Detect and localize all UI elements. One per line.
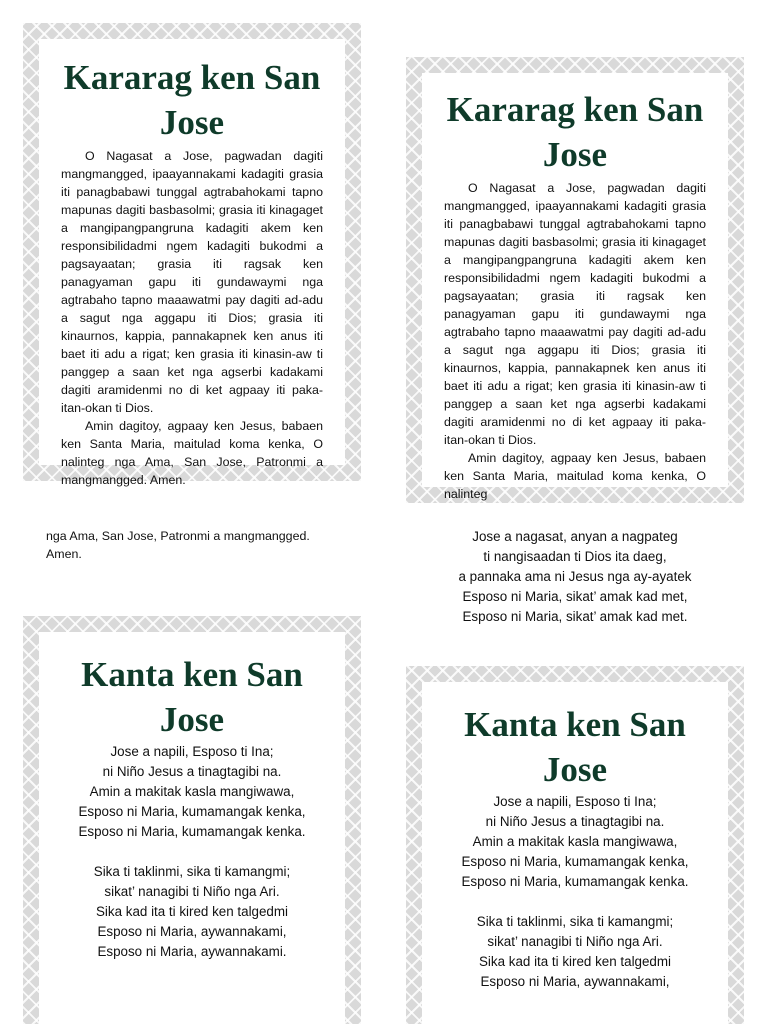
prayer-paragraph-2-partial: Amin dagitoy, agpaay ken Jesus, babaen ken Santa Maria, maitulad koma kenka, O nalinteg — [444, 451, 706, 501]
song-line: Esposo ni Maria, kumamangak kenka. — [78, 824, 306, 839]
prayer-paragraph-2: Amin dagitoy, agpaay ken Jesus, babaen ken Santa Maria, maitulad koma kenka, O nalinteg nga Ama, San Jose, Patronmi a mangmangged. Amen. — [61, 419, 323, 487]
song-line: Esposo ni Maria, aywannakami, — [480, 974, 670, 989]
prayer-card-right — [406, 57, 744, 503]
prayer-paragraph-1: O Nagasat a Jose, pagwadan dagiti mangmangged, ipaayannakami kadagiti grasia iti panagbabawi tunggal agtrabahokami tapno mapunas dagiti basbasolmi; grasia iti kinagaget a mangipangpangruna kadagiti akem ken responsibilidadmi ngem kadagiti bukodmi a pagsayaatan; grasia iti ragsak ken panagyaman gapu iti gundawaymi nga agtrabaho tapno maaawatmi pay dagiti ad-adu a sagut nga aggapu iti Dios; grasia iti kinaurnos, kappia, pannakapnek ken anus iti baet iti adu a rigat; ken grasia iti kinasin-aw ti panggep a saan ket nga agserbi kadakami dagiti aramidenmi no di ket agpaay iti paka-itan-okan ti Dios. — [444, 181, 706, 447]
song-title: Kanta ken San Jose — [81, 655, 303, 739]
prayer-card-left — [23, 23, 361, 487]
song-verse-2 — [430, 912, 720, 992]
song-line: sikat’ nanagibi ti Niño nga Ari. — [487, 934, 663, 949]
song-line: Esposo ni Maria, aywannakami, — [97, 924, 287, 939]
song-line: Sika ti taklinmi, sika ti kamangmi; — [93, 864, 291, 879]
song-line: Sika kad ita ti kired ken talgedmi — [95, 904, 289, 919]
song-verse-1 — [47, 742, 337, 842]
song-line: Sika ti taklinmi, sika ti kamangmi; — [476, 914, 674, 929]
song-line: ni Niño Jesus a tinagtagibi na. — [485, 814, 665, 829]
prayer-overflow-text: nga Ama, San Jose, Patronmi a mangmangged. Amen. — [46, 529, 310, 561]
prayer-title: Kararag ken San Jose — [446, 90, 704, 174]
song-line: Esposo ni Maria, aywannakami. — [97, 944, 287, 959]
song-line: Jose a napili, Esposo ti Ina; — [493, 794, 657, 809]
prayer-body — [444, 179, 706, 503]
song-line: Jose a napili, Esposo ti Ina; — [110, 744, 274, 759]
song-card-left — [23, 616, 361, 1024]
song-verse-3 — [406, 527, 744, 627]
song-line: Esposo ni Maria, kumamangak kenka, — [78, 804, 306, 819]
song-line: ti nangisaadan ti Dios ita daeg, — [483, 549, 667, 564]
song-line: Amin a makitak kasla mangiwawa, — [472, 834, 678, 849]
song-title: Kanta ken San Jose — [464, 705, 686, 789]
prayer-body — [61, 147, 323, 489]
prayer-paragraph-1: O Nagasat a Jose, pagwadan dagiti mangmangged, ipaayannakami kadagiti grasia iti panagbabawi tunggal agtrabahokami tapno mapunas dagiti basbasolmi; grasia iti kinagaget a mangipangpangruna kadagiti akem ken responsibilidadmi ngem kadagiti bukodmi a pagsayaatan; grasia iti ragsak ken panagyaman gapu iti gundawaymi nga agtrabaho tapno maaawatmi pay dagiti ad-adu a sagut nga aggapu iti Dios; grasia iti kinaurnos, kappia, pannakapnek ken anus iti baet iti adu a rigat; ken grasia iti kinasin-aw ti panggep a saan ket nga agserbi kadakami dagiti aramidenmi no di ket agpaay iti paka-itan-okan ti Dios. — [61, 149, 323, 415]
song-line: Esposo ni Maria, sikat’ amak kad met, — [462, 589, 688, 604]
song-line: ni Niño Jesus a tinagtagibi na. — [102, 764, 282, 779]
song-line: Esposo ni Maria, kumamangak kenka, — [461, 854, 689, 869]
song-line: a pannaka ama ni Jesus nga ay-ayatek — [458, 569, 692, 584]
song-line: Sika kad ita ti kired ken talgedmi — [478, 954, 672, 969]
song-line: sikat’ nanagibi ti Niño nga Ari. — [104, 884, 280, 899]
song-line: Esposo ni Maria, kumamangak kenka. — [461, 874, 689, 889]
song-verse-1 — [430, 792, 720, 892]
song-line: Jose a nagasat, anyan a nagpateg — [472, 529, 678, 544]
song-verse-2 — [47, 862, 337, 962]
song-body — [430, 792, 720, 992]
prayer-title: Kararag ken San Jose — [63, 58, 321, 142]
song-line: Amin a makitak kasla mangiwawa, — [89, 784, 295, 799]
song-body — [47, 742, 337, 962]
song-line: Esposo ni Maria, sikat’ amak kad met. — [462, 609, 688, 624]
song-card-right — [406, 666, 744, 1024]
